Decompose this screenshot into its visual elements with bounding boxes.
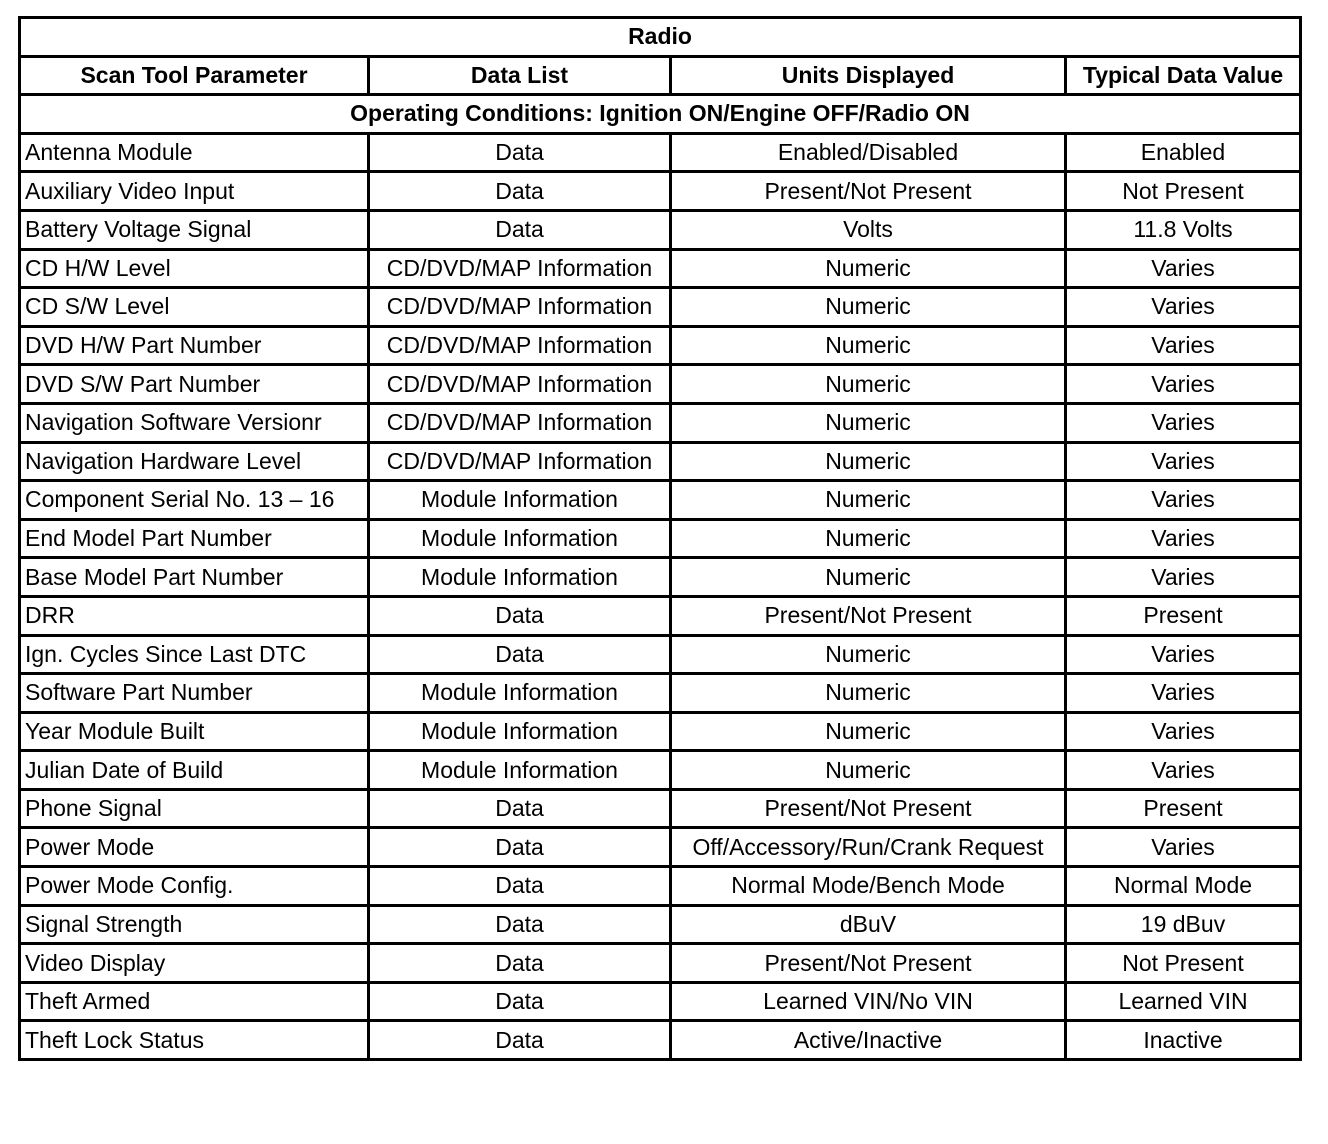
cell-data-list: Module Information — [369, 558, 671, 597]
cell-typical-data-value: Learned VIN — [1066, 982, 1301, 1021]
cell-units-displayed: Numeric — [671, 403, 1066, 442]
cell-data-list: CD/DVD/MAP Information — [369, 442, 671, 481]
header-data-list: Data List — [369, 56, 671, 95]
cell-data-list: Module Information — [369, 481, 671, 520]
cell-data-list: CD/DVD/MAP Information — [369, 403, 671, 442]
cell-parameter: End Model Part Number — [20, 519, 369, 558]
table-row — [20, 442, 1301, 481]
cell-data-list: CD/DVD/MAP Information — [369, 326, 671, 365]
cell-parameter: Year Module Built — [20, 712, 369, 751]
cell-parameter: DRR — [20, 596, 369, 635]
cell-data-list: CD/DVD/MAP Information — [369, 365, 671, 404]
cell-parameter: Power Mode — [20, 828, 369, 867]
table-row — [20, 944, 1301, 983]
cell-data-list: CD/DVD/MAP Information — [369, 249, 671, 288]
cell-typical-data-value: Varies — [1066, 635, 1301, 674]
cell-units-displayed: Present/Not Present — [671, 172, 1066, 211]
cell-data-list: Data — [369, 635, 671, 674]
cell-parameter: Theft Armed — [20, 982, 369, 1021]
cell-data-list: Data — [369, 133, 671, 172]
cell-parameter: Component Serial No. 13 – 16 — [20, 481, 369, 520]
cell-data-list: Data — [369, 1021, 671, 1060]
cell-data-list: Data — [369, 789, 671, 828]
cell-units-displayed: Off/Accessory/Run/Crank Request — [671, 828, 1066, 867]
operating-conditions: Operating Conditions: Ignition ON/Engine OFF/Radio ON — [20, 95, 1301, 134]
table-row — [20, 867, 1301, 906]
cell-typical-data-value: Present — [1066, 789, 1301, 828]
cell-parameter: Theft Lock Status — [20, 1021, 369, 1060]
cell-parameter: Video Display — [20, 944, 369, 983]
cell-parameter: Software Part Number — [20, 674, 369, 713]
cell-units-displayed: Volts — [671, 210, 1066, 249]
cell-typical-data-value: Varies — [1066, 326, 1301, 365]
table-row — [20, 828, 1301, 867]
cell-units-displayed: Numeric — [671, 442, 1066, 481]
table-row — [20, 596, 1301, 635]
cell-typical-data-value: 19 dBuv — [1066, 905, 1301, 944]
cell-units-displayed: Numeric — [671, 712, 1066, 751]
table-body — [20, 133, 1301, 1059]
table-row — [20, 558, 1301, 597]
table-row — [20, 326, 1301, 365]
table-row — [20, 172, 1301, 211]
cell-data-list: Module Information — [369, 751, 671, 790]
cell-data-list: Module Information — [369, 519, 671, 558]
cell-parameter: Ign. Cycles Since Last DTC — [20, 635, 369, 674]
header-row — [20, 56, 1301, 95]
table-row — [20, 1021, 1301, 1060]
header-units-displayed: Units Displayed — [671, 56, 1066, 95]
cell-parameter: CD S/W Level — [20, 288, 369, 327]
cell-parameter: Julian Date of Build — [20, 751, 369, 790]
cell-parameter: Navigation Hardware Level — [20, 442, 369, 481]
table-title: Radio — [20, 18, 1301, 57]
cell-data-list: Data — [369, 828, 671, 867]
cell-typical-data-value: Not Present — [1066, 944, 1301, 983]
cell-typical-data-value: Varies — [1066, 674, 1301, 713]
cell-units-displayed: Active/Inactive — [671, 1021, 1066, 1060]
cell-parameter: Antenna Module — [20, 133, 369, 172]
table-row — [20, 789, 1301, 828]
cell-units-displayed: Numeric — [671, 519, 1066, 558]
table-row — [20, 751, 1301, 790]
header-typical-data-value: Typical Data Value — [1066, 56, 1301, 95]
cell-units-displayed: Numeric — [671, 481, 1066, 520]
cell-typical-data-value: Varies — [1066, 442, 1301, 481]
header-scan-tool-parameter: Scan Tool Parameter — [20, 56, 369, 95]
cell-parameter: Base Model Part Number — [20, 558, 369, 597]
cell-units-displayed: Present/Not Present — [671, 944, 1066, 983]
cell-typical-data-value: Varies — [1066, 519, 1301, 558]
cell-data-list: Module Information — [369, 674, 671, 713]
cell-typical-data-value: Varies — [1066, 481, 1301, 520]
cell-parameter: Signal Strength — [20, 905, 369, 944]
cell-typical-data-value: Varies — [1066, 828, 1301, 867]
cell-parameter: Battery Voltage Signal — [20, 210, 369, 249]
table-row — [20, 133, 1301, 172]
table-row — [20, 635, 1301, 674]
cell-units-displayed: Present/Not Present — [671, 789, 1066, 828]
cell-typical-data-value: 11.8 Volts — [1066, 210, 1301, 249]
cell-parameter: Auxiliary Video Input — [20, 172, 369, 211]
title-row — [20, 18, 1301, 57]
table-row — [20, 210, 1301, 249]
cell-parameter: CD H/W Level — [20, 249, 369, 288]
operating-conditions-row — [20, 95, 1301, 134]
cell-data-list: CD/DVD/MAP Information — [369, 288, 671, 327]
cell-units-displayed: Numeric — [671, 288, 1066, 327]
cell-typical-data-value: Inactive — [1066, 1021, 1301, 1060]
cell-typical-data-value: Varies — [1066, 558, 1301, 597]
cell-units-displayed: Numeric — [671, 365, 1066, 404]
cell-typical-data-value: Varies — [1066, 288, 1301, 327]
cell-typical-data-value: Not Present — [1066, 172, 1301, 211]
cell-typical-data-value: Varies — [1066, 403, 1301, 442]
table-row — [20, 288, 1301, 327]
cell-data-list: Data — [369, 905, 671, 944]
table-row — [20, 712, 1301, 751]
table-row — [20, 481, 1301, 520]
cell-data-list: Data — [369, 944, 671, 983]
cell-units-displayed: Numeric — [671, 326, 1066, 365]
cell-typical-data-value: Enabled — [1066, 133, 1301, 172]
cell-parameter: DVD S/W Part Number — [20, 365, 369, 404]
cell-data-list: Module Information — [369, 712, 671, 751]
cell-units-displayed: Numeric — [671, 249, 1066, 288]
cell-parameter: Navigation Software Versionr — [20, 403, 369, 442]
table-row — [20, 249, 1301, 288]
table-row — [20, 674, 1301, 713]
cell-units-displayed: Numeric — [671, 751, 1066, 790]
table-row — [20, 519, 1301, 558]
cell-typical-data-value: Varies — [1066, 249, 1301, 288]
table-row — [20, 403, 1301, 442]
cell-units-displayed: Numeric — [671, 558, 1066, 597]
cell-units-displayed: Learned VIN/No VIN — [671, 982, 1066, 1021]
cell-typical-data-value: Varies — [1066, 751, 1301, 790]
cell-units-displayed: Numeric — [671, 674, 1066, 713]
cell-typical-data-value: Present — [1066, 596, 1301, 635]
table-row — [20, 365, 1301, 404]
cell-typical-data-value: Varies — [1066, 365, 1301, 404]
cell-data-list: Data — [369, 210, 671, 249]
cell-units-displayed: Numeric — [671, 635, 1066, 674]
cell-parameter: Phone Signal — [20, 789, 369, 828]
cell-parameter: DVD H/W Part Number — [20, 326, 369, 365]
cell-units-displayed: dBuV — [671, 905, 1066, 944]
cell-units-displayed: Normal Mode/Bench Mode — [671, 867, 1066, 906]
cell-typical-data-value: Normal Mode — [1066, 867, 1301, 906]
table-row — [20, 982, 1301, 1021]
cell-units-displayed: Enabled/Disabled — [671, 133, 1066, 172]
cell-parameter: Power Mode Config. — [20, 867, 369, 906]
cell-data-list: Data — [369, 596, 671, 635]
cell-data-list: Data — [369, 867, 671, 906]
cell-data-list: Data — [369, 172, 671, 211]
cell-units-displayed: Present/Not Present — [671, 596, 1066, 635]
cell-typical-data-value: Varies — [1066, 712, 1301, 751]
radio-data-table — [18, 16, 1302, 1061]
table-row — [20, 905, 1301, 944]
cell-data-list: Data — [369, 982, 671, 1021]
